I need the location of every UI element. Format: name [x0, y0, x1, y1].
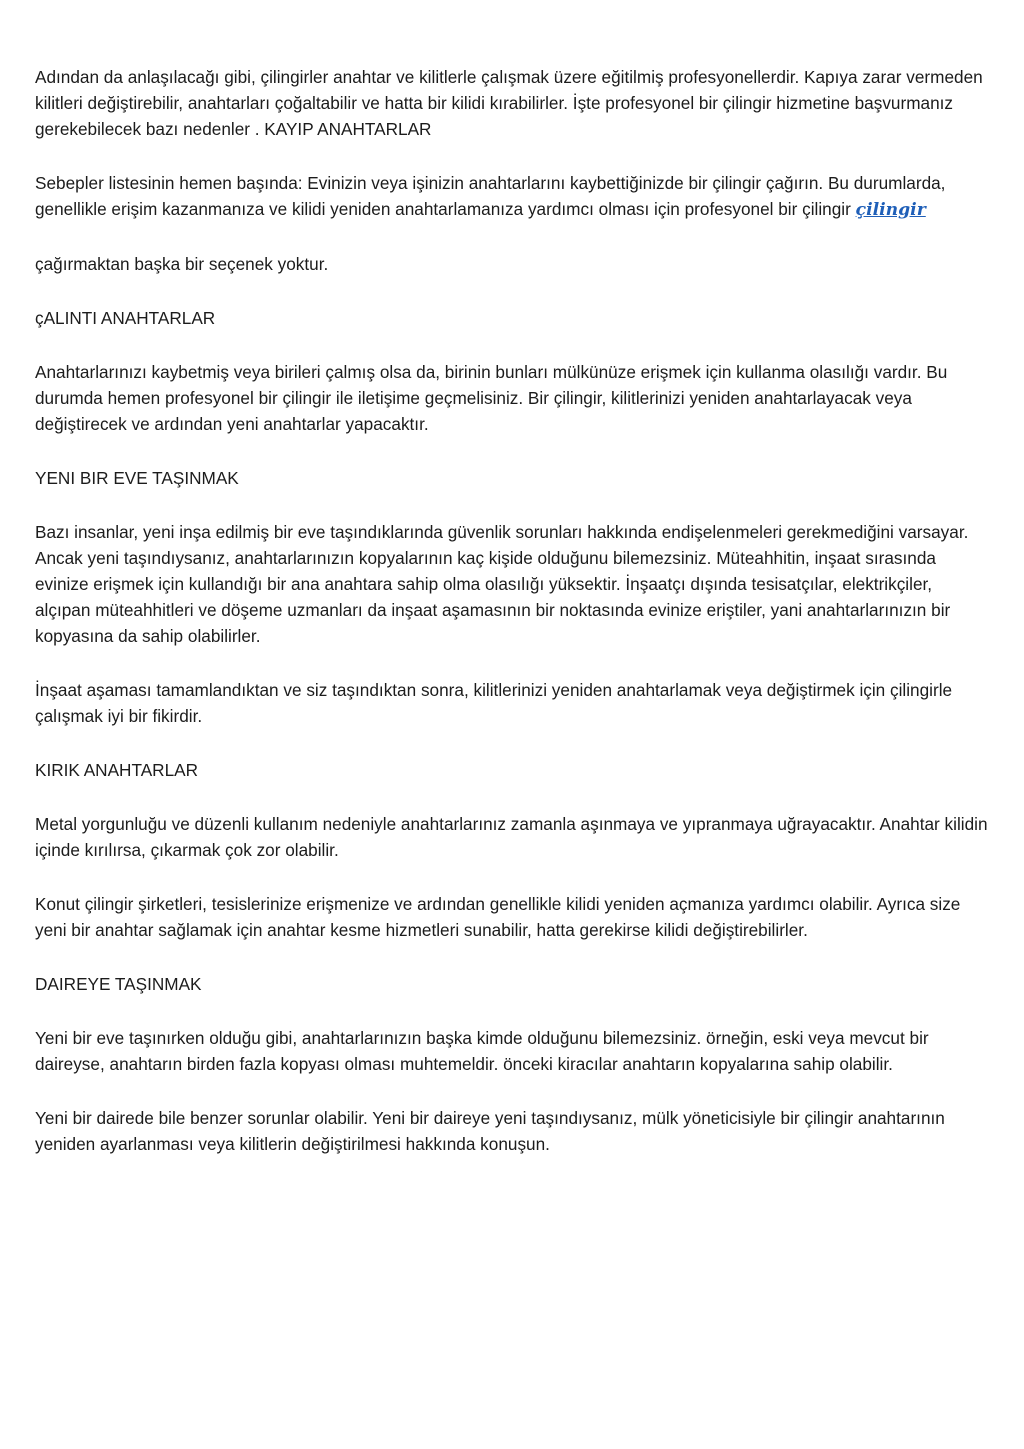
new-home-paragraph-2: İnşaat aşaması tamamlandıktan ve siz taşındıktan sonra, kilitlerinizi yeniden anahtarlamak veya değiştirmek için çilingirle çalışmak iyi bir fikirdir.	[35, 680, 953, 726]
apartment-heading: DAIREYE TAŞINMAK	[35, 974, 202, 994]
apartment-paragraph-1: Yeni bir eve taşınırken olduğu gibi, anahtarlarınızın başka kimde olduğunu bilemezsiniz. örneğin, eski veya mevcut bir daireyse, anahtarın birden fazla kopyası olması muhtemeldir. önceki kiracılar anahtarın kopyalarına sahip olabilir.	[35, 1028, 929, 1074]
lost-keys-paragraph	[35, 170, 990, 223]
document-body	[35, 64, 990, 1185]
stolen-keys-heading: çALINTI ANAHTARLAR	[35, 308, 216, 328]
lost-keys-text: Sebepler listesinin hemen başında: Evinizin veya işinizin anahtarlarını kaybettiğinizde bir çilingir çağırın. Bu durumlarda, genellikle erişim kazanmanıza ve kilidi yeniden anahtarlamanıza yardımcı olması için profesyonel bir çilingir	[35, 173, 946, 219]
new-home-paragraph-1: Bazı insanlar, yeni inşa edilmiş bir eve taşındıklarında güvenlik sorunları hakkında endişelenmeleri gerekmediğini varsayar. Ancak yeni taşındıysanız, anahtarlarınızın kopyalarının kaç kişide olduğunu bilemezsiniz. Müteahhitin, inşaat sırasında evinize erişmek için kullandığı bir ana anahtara sahip olma olasılığı yüksektir. İnşaatçı dışında tesisatçılar, elektrikçiler, alçıpan müteahhitleri ve döşeme uzmanları da inşaat aşamasının bir noktasında evinize eriştiler, yani anahtarlarınızın bir kopyasına da sahip olabilirler.	[35, 522, 969, 646]
broken-keys-paragraph-1: Metal yorgunluğu ve düzenli kullanım nedeniyle anahtarlarınız zamanla aşınmaya ve yıpranmaya uğrayacaktır. Anahtar kilidin içinde kırılırsa, çıkarmak çok zor olabilir.	[35, 814, 988, 860]
locksmith-link[interactable]: çilingir	[855, 200, 926, 220]
broken-keys-heading: KIRIK ANAHTARLAR	[35, 760, 199, 780]
new-home-heading: YENI BIR EVE TAŞINMAK	[35, 468, 239, 488]
intro-paragraph: Adından da anlaşılacağı gibi, çilingirler anahtar ve kilitlerle çalışmak üzere eğitilmiş profesyonellerdir. Kapıya zarar vermeden kilitleri değiştirebilir, anahtarları çoğaltabilir ve hatta bir kilidi kırabilirler. İşte profesyonel bir çilingir hizmetine başvurmanız gerekebilecek bazı nedenler . KAYIP ANAHTARLAR	[35, 67, 983, 139]
stolen-keys-paragraph: Anahtarlarınızı kaybetmiş veya birileri çalmış olsa da, birinin bunları mülkünüze erişmek için kullanma olasılığı vardır. Bu durumda hemen profesyonel bir çilingir ile iletişime geçmelisiniz. Bir çilingir, kilitlerinizi yeniden anahtarlayacak veya değiştirecek ve ardından yeni anahtarlar yapacaktır.	[35, 362, 948, 434]
broken-keys-paragraph-2: Konut çilingir şirketleri, tesislerinize erişmenize ve ardından genellikle kilidi yeniden açmanıza yardımcı olabilir. Ayrıca size yeni bir anahtar sağlamak için anahtar kesme hizmetleri sunabilir, hatta gerekirse kilidi değiştirebilirler.	[35, 894, 961, 940]
lost-keys-continuation: çağırmaktan başka bir seçenek yoktur.	[35, 254, 329, 274]
apartment-paragraph-2: Yeni bir dairede bile benzer sorunlar olabilir. Yeni bir daireye yeni taşındıysanız, mülk yöneticisiyle bir çilingir anahtarının yeniden ayarlanması veya kilitlerin değiştirilmesi hakkında konuşun.	[35, 1108, 945, 1154]
